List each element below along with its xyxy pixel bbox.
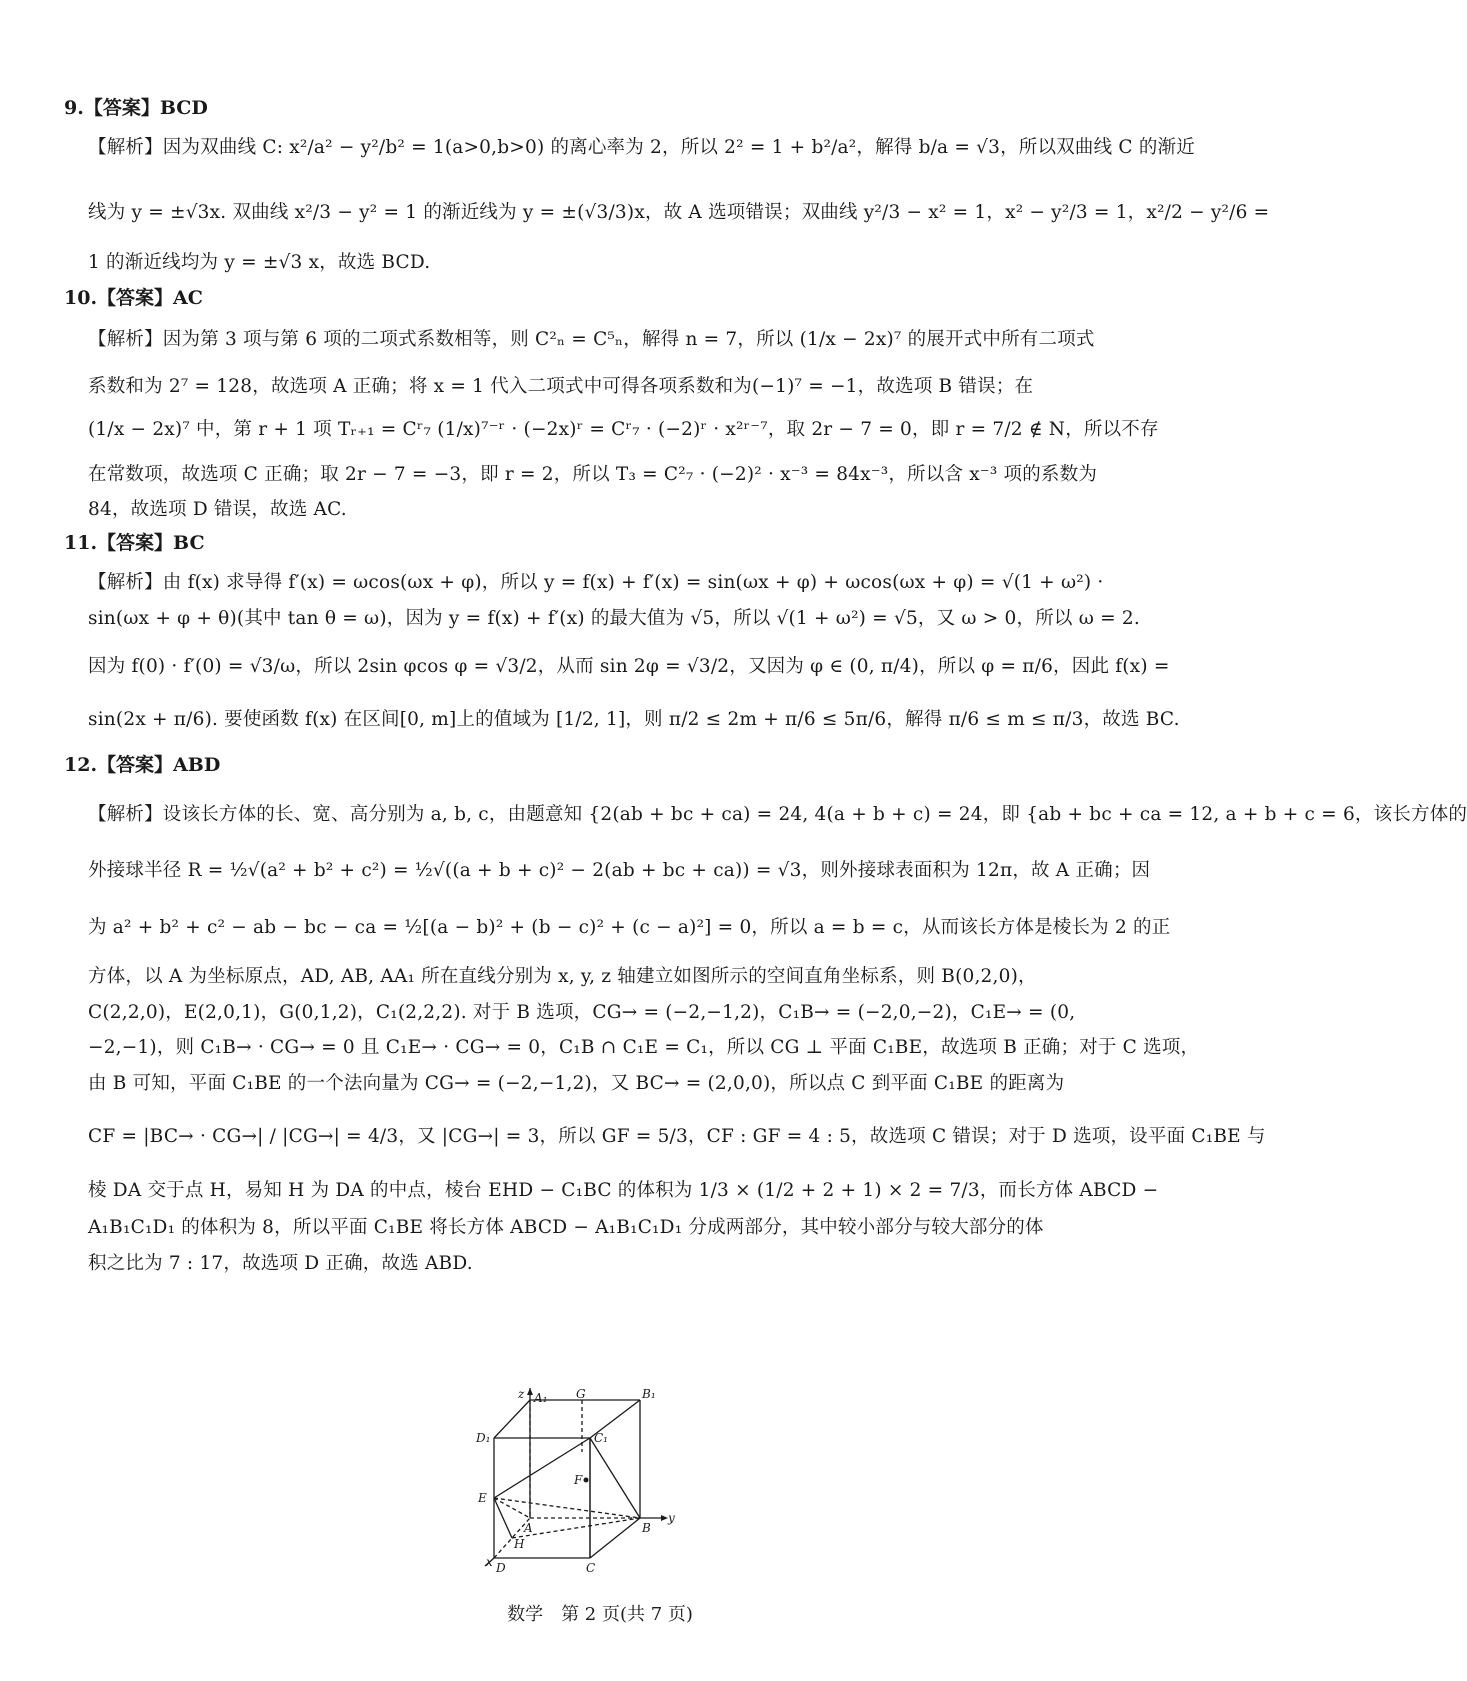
cube-coordinate-figure <box>476 1387 730 1575</box>
label-a: A <box>524 1521 533 1535</box>
label-y: y <box>668 1511 675 1525</box>
q11-line-2: sin(ωx + φ + θ)(其中 tan θ = ω)，因为 y = f(x) + f′(x) 的最大值为 √5，所以 √(1 + ω²) = √5，又 ω > 0，所以 ω = 2. <box>88 608 1140 629</box>
label-b: B <box>642 1521 651 1535</box>
label-z: z <box>518 1387 525 1401</box>
label-h: H <box>514 1537 525 1551</box>
label-x: x <box>486 1555 493 1569</box>
section-e-c1 <box>494 1438 590 1498</box>
section-e-h <box>494 1498 512 1538</box>
q12-line-11: 积之比为 7 : 17，故选项 D 正确，故选 ABD. <box>88 1253 473 1274</box>
q9-line-1: 【解析】因为双曲线 C: x²/a² − y²/b² = 1(a>0,b>0) 的离心率为 2，所以 2² = 1 + b²/a²，解得 b/a = √3，所以双曲线 C 的渐近 <box>88 137 1195 158</box>
q9-line-3: 1 的渐近线均为 y = ±√3 x，故选 BCD. <box>88 252 431 273</box>
point-f <box>584 1478 589 1483</box>
z-axis-arrow <box>527 1388 533 1395</box>
label-e: E <box>478 1491 487 1505</box>
q10-answer-heading: 10.【答案】AC <box>64 287 203 309</box>
q12-answer-heading: 12.【答案】ABD <box>64 754 221 776</box>
q12-line-4: 方体，以 A 为坐标原点，AD, AB, AA₁ 所在直线分别为 x, y, z 轴建立如图所示的空间直角坐标系，则 B(0,2,0)， <box>88 966 1037 987</box>
q12-line-9: 棱 DA 交于点 H，易知 H 为 DA 的中点，棱台 EHD − C₁BC 的体积为 1/3 × (1/2 + 2 + 1) × 2 = 7/3，而长方体 ABCD − <box>88 1180 1159 1201</box>
q10-line-5: 84，故选项 D 错误，故选 AC. <box>88 499 347 520</box>
hidden-edge-e-b <box>494 1498 640 1518</box>
q11-line-1: 【解析】由 f(x) 求导得 f′(x) = ωcos(ωx + φ)，所以 y = f(x) + f′(x) = sin(ωx + φ) + ωcos(ωx + φ) = √(1 + ω²) · <box>88 572 1104 593</box>
q12-line-1: 【解析】设该长方体的长、宽、高分别为 a, b, c，由题意知 {2(ab + bc + ca) = 24, 4(a + b + c) = 24，即 {ab + bc + ca = 12, a + b + c = 6，该长方体的 <box>88 804 1467 825</box>
q9-line-2: 线为 y = ±√3x. 双曲线 x²/3 − y² = 1 的渐近线为 y = ±(√3/3)x，故 A 选项错误；双曲线 y²/3 − x² = 1，x² − y²/3 = 1，x²/2 − y²/6 = <box>88 202 1270 223</box>
section-c1-b <box>590 1438 640 1518</box>
hidden-edge-e-a <box>494 1498 530 1518</box>
q11-answer-heading: 11.【答案】BC <box>64 532 205 554</box>
page-footer: 数学 第 2 页(共 7 页) <box>507 1604 693 1625</box>
label-c: C <box>586 1561 596 1575</box>
q12-line-10: A₁B₁C₁D₁ 的体积为 8，所以平面 C₁BE 将长方体 ABCD − A₁B₁C₁D₁ 分成两部分，其中较小部分与较大部分的体 <box>88 1217 1044 1238</box>
label-d: D <box>496 1561 506 1575</box>
label-b1: B₁ <box>642 1387 656 1401</box>
q10-line-4: 在常数项，故选项 C 正确；取 2r − 7 = −3，即 r = 2，所以 T₃ = C²₇ · (−2)² · x⁻³ = 84x⁻³，所以含 x⁻³ 项的系数为 <box>88 464 1098 485</box>
q12-line-8: CF = |BC→ · CG→| / |CG→| = 4/3，又 |CG→| = 3，所以 GF = 5/3，CF : GF = 4 : 5，故选项 C 错误；对于 D 选项，设平面 C₁BE 与 <box>88 1126 1266 1147</box>
edge-d1-a1 <box>494 1400 530 1438</box>
y-axis-arrow <box>661 1515 668 1521</box>
q12-line-3: 为 a² + b² + c² − ab − bc − ca = ½[(a − b)² + (b − c)² + (c − a)²] = 0，所以 a = b = c，从而该长方体是棱长为 2 的正 <box>88 917 1171 938</box>
q12-line-6: −2,−1)，则 C₁B→ · CG→ = 0 且 C₁E→ · CG→ = 0，C₁B ∩ C₁E = C₁，所以 CG ⊥ 平面 C₁BE，故选项 B 正确；对于 C 选项， <box>88 1037 1200 1058</box>
label-f: F <box>574 1473 583 1487</box>
label-d1: D₁ <box>476 1431 491 1445</box>
q11-line-4: sin(2x + π/6). 要使函数 f(x) 在区间[0, m]上的值域为 [1/2, 1]，则 π/2 ≤ 2m + π/6 ≤ 5π/6，解得 π/6 ≤ m ≤ π/3，故选 BC. <box>88 709 1180 730</box>
q10-line-1: 【解析】因为第 3 项与第 6 项的二项式系数相等，则 C²ₙ = C⁵ₙ，解得 n = 7，所以 (1/x − 2x)⁷ 的展开式中所有二项式 <box>88 329 1095 350</box>
label-c1: C₁ <box>594 1431 608 1445</box>
label-a1: A₁ <box>534 1391 548 1405</box>
q11-line-3: 因为 f(0) · f′(0) = √3/ω，所以 2sin φcos φ = √3/2，从而 sin 2φ = √3/2，又因为 φ ∈ (0, π/4)，所以 φ = π/6，因此 f(x) = <box>88 656 1170 677</box>
q10-line-3: (1/x − 2x)⁷ 中，第 r + 1 项 Tᵣ₊₁ = Cʳ₇ (1/x)⁷⁻ʳ · (−2x)ʳ = Cʳ₇ · (−2)ʳ · x²ʳ⁻⁷，取 2r − 7 = 0，即 r = 7/2 ∉ N，所以不存 <box>88 419 1159 440</box>
cube-diagram <box>476 1387 730 1575</box>
q12-line-7: 由 B 可知，平面 C₁BE 的一个法向量为 CG→ = (−2,−1,2)，又 BC→ = (2,0,0)，所以点 C 到平面 C₁BE 的距离为 <box>88 1073 1065 1094</box>
q10-line-2: 系数和为 2⁷ = 128，故选项 A 正确；将 x = 1 代入二项式中可得各项系数和为(−1)⁷ = −1，故选项 B 错误；在 <box>88 376 1034 397</box>
label-g: G <box>576 1387 586 1401</box>
q12-line-5: C(2,2,0)，E(2,0,1)，G(0,1,2)，C₁(2,2,2). 对于 B 选项，CG→ = (−2,−1,2)，C₁B→ = (−2,0,−2)，C₁E→ = (0, <box>88 1002 1076 1023</box>
q12-line-2: 外接球半径 R = ½√(a² + b² + c²) = ½√((a + b + c)² − 2(ab + bc + ca)) = √3，则外接球表面积为 12π，故 A 正确；因 <box>88 860 1151 881</box>
q9-answer-heading: 9.【答案】BCD <box>64 97 208 119</box>
